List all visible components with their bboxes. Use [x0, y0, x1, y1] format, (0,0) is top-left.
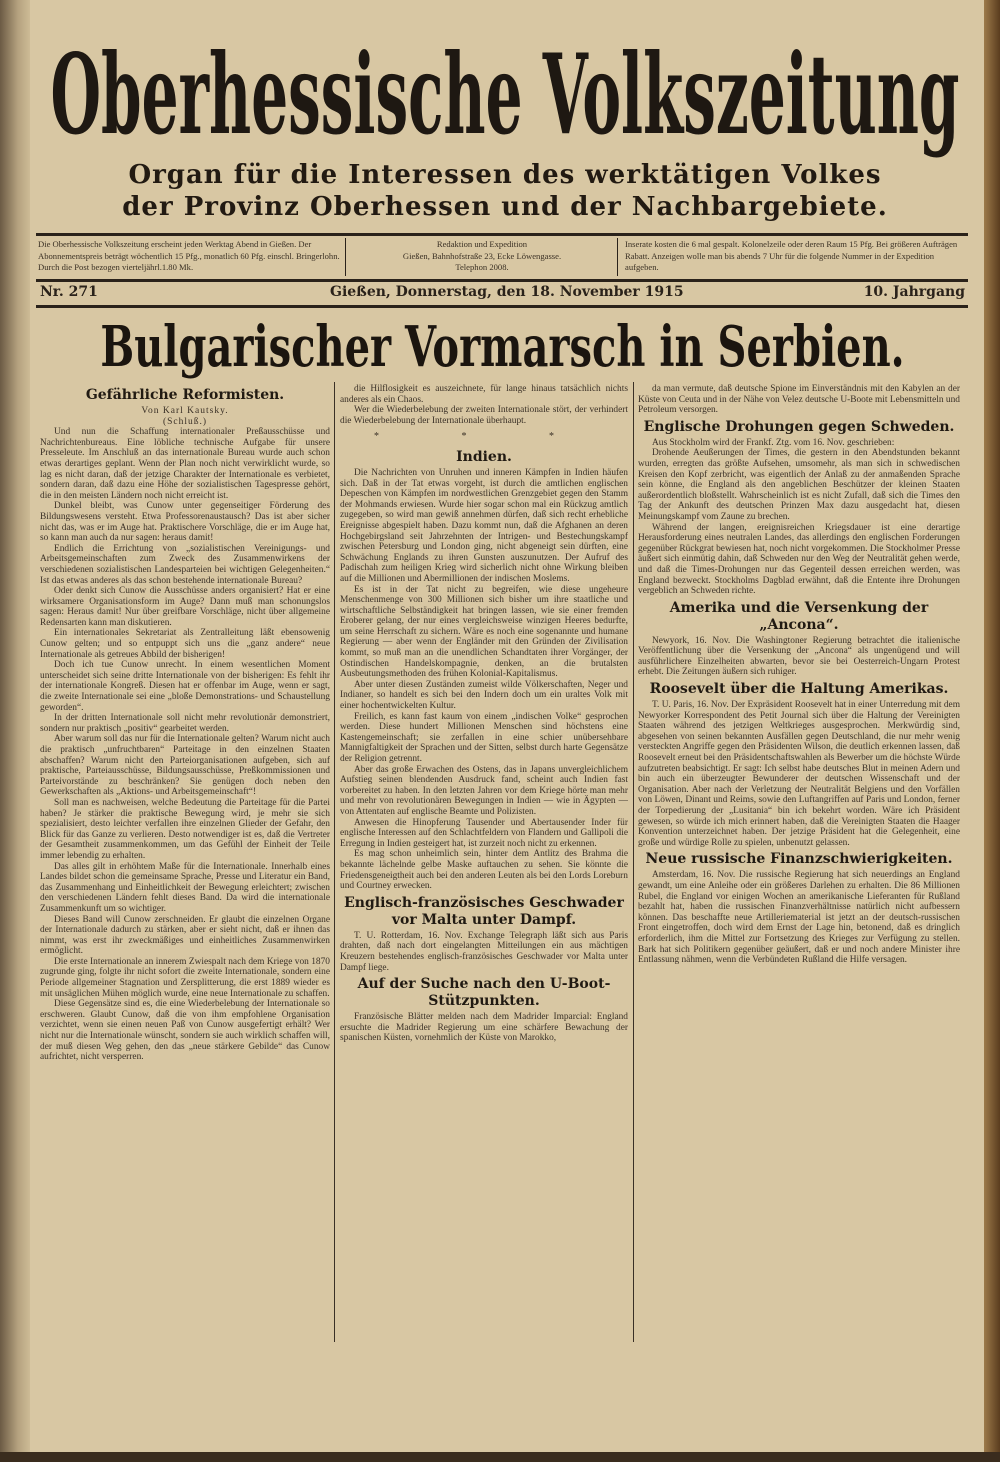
article-paragraph: Ein internationales Sekretariat als Zentralleitung läßt ebensowenig Cunow gelten; und so entpuppt sich uns die „ganz andere“ neue Internationale als getreues Abbild der bisherigen!	[40, 628, 330, 660]
newspaper-subtitle-2: der Provinz Oberhessen und der Nachbargebiete.	[122, 192, 888, 222]
article-paragraph: Aber das große Erwachen des Ostens, das in Japans unvergleichlichem Aufstieg seinen blendenden Ausdruck fand, scheint auch Indien fast vorbereitet zu haben. In den letzten Jahren vor dem Kriege hörte man mehr und mehr von revolutionären Bewegungen in Indien — wie in Ägypten — von Attentaten auf englische Beamte und Polizisten.	[340, 764, 628, 817]
article-heading: Englische Drohungen gegen Schweden.	[643, 418, 955, 435]
article-heading: Indien.	[456, 448, 512, 465]
continued-text: da man vermute, daß deutsche Spione im Einverständnis mit den Kabylen an der Küste von Ceuta und in der Nähe von Velez deutsche U-Boote mit Lebensmitteln und Petroleum versorgen.	[638, 384, 960, 416]
article-heading: Neue russische Finanzschwierigkeiten.	[645, 851, 953, 868]
article-byline: Von Karl Kautsky.	[141, 406, 229, 416]
article-paragraph: Es ist in der Tat nicht zu begreifen, wie diese ungeheure Menschenmenge von 300 Millionen sich bisher um ihre staatliche und wirtschaftliche Selbständigkeit hat bringen lassen, wie sie einer fremden Eroberer gelang, der nur eines vergleichsweise winzigen Heeres bedurfte, um seine Herrschaft zu sichern. Wäre es noch eine sogenannte und humane Regierung — aber wenn der Engländer mit den Gründen der Zivilisation kommt, so muß man an die unendlichen Schandtaten ihrer Vorgänger, der Ostindischen Handelskompagnie, denken, an die brutalsten Ausbeutungsmethoden des frühen Kolonial-Kapitalismus.	[340, 584, 628, 680]
article-body	[40, 427, 330, 1063]
binding-edge	[984, 0, 1000, 1462]
continued-text	[340, 384, 628, 426]
article-paragraph: Aber warum soll das nur für die Internationale gelten? Warum nicht auch die praktisch „unfruchtbaren“ Parteitage in den einzelnen Staaten abschaffen? Warum nicht den Parteiorganisationen aufgeben, sich auf praktische, Parteiausschüsse, Bildungsausschüsse, Preßkommissionen und Parteivorstände zu beschränken? Sie genügen doch neben den Gewerkschaften als „Aktions- und Arbeitsgemeinschaft“!	[40, 734, 330, 798]
article-paragraph: Freilich, es kann fast kaum von einem „indischen Volke“ gesprochen werden. Diese hundert Millionen Menschen sind höchstens eine Kastengemeinschaft; sie zerfallen in eine schier unübersehbare Mannigfaltigkeit der Sprachen und der Sitten, selbst durch harte Gegensätze der Religion getrennt.	[340, 711, 628, 764]
article-body	[340, 468, 628, 892]
article-paragraph: Die erste Internationale an innerem Zwiespalt nach dem Kriege von 1870 zugrunde ging, folgte ihr nicht sofort die zweite Internationale, sondern eine Periode allgemeiner Stagnation und Zersplitterung, die erst 1889 wieder es mit unsäglichen Mühen möglich wurde, eine neue Internationale zu schaffen.	[40, 956, 330, 999]
article-paragraph: Endlich die Errichtung von „sozialistischen Vereinigungs- und Arbeitsgemeinschaften zum Zweck des Zusammenwirkens der verschiedenen sozialistischen Landesparteien bei wichtigen Gelegenheiten.“ Ist das etwas anderes als das schon bestehende internationale Bureau?	[40, 543, 330, 586]
article-paragraph: Amsterdam, 16. Nov. Die russische Regierung hat sich neuerdings an England gewandt, um eine Anleihe oder ein größeres Darlehen zu erhalten. Die 86 Millionen Rubel, die England vor einigen Wochen an amerikanische Lieferanten für Rußland bezahlt hat, haben die russischen Finanzverhältnisse natürlich nicht aufbessern können. Das beschaffte neue Artilleriematerial ist jetzt an der deutsch-russischen Front eingetroffen, doch wird dem Ernst der Lage hin, betonend, daß es dringlich erforderlich, ihm die Mittel zur Fortsetzung des Krieges zur Verfügung zu stellen. Bark hat sich Politikern gegenüber geäußert, daß er und noch andere Minister ihre Entlassung nähmen, wenn die Verbündeten Rußland die Hilfe versagen.	[638, 870, 960, 966]
article-paragraph: Während der langen, ereignisreichen Kriegsdauer ist eine derartige Herausforderung eines neutralen Landes, das allerdings den englischen Forderungen gegenüber Rückgrat bewiesen hat, noch nicht vorgekommen. Die Stockholmer Presse äußert sich einmütig dahin, daß Schweden nur den Weg der Neutralität gehen werde, und daß die Times-Drohungen nur das Gegenteil dessen erreichen werden, was England bezweckt. Stockholms Dagblad erwähnt, daß die Entente ihre Drohungen vergeblich an Schweden richte.	[638, 522, 960, 597]
article-paragraph: Newyork, 16. Nov. Die Washingtoner Regierung betrachtet die italienische Veröffentlichung über die Versenkung der „Ancona“ als ungenügend und will ausführlichere Einzelheiten abwarten, bevor sie bei Oesterreich-Ungarn Protest erhebt. Die Zeitungen äußern sich ruhiger.	[638, 635, 960, 678]
newspaper-subtitle-1: Organ für die Interessen des werktätigen Volkes	[128, 160, 882, 190]
article-paragraph: Doch ich tue Cunow unrecht. In einem wesentlichen Moment unterscheidet sich seine dritte Internationale von der bisherigen: Es fehlt ihr der internationale Kongreß. Diesen hat er offenbar im Auge, wenn er sagt, die zweite Internationale sei eine „bloße Demonstrations- und Schaustellung geworden“.	[40, 660, 330, 713]
address-line-1: Redaktion und Expedition	[436, 239, 528, 249]
article-paragraph: Es mag schon unheimlich sein, hinter dem Antlitz des Brahma die bekannte lächelnde gelbe Maske auftauchen zu sehen. Sie könnte die Friedensgeneigtheit auch bei den anderen Leuten als bei den Lords Loreburn und Courtney erwecken.	[340, 849, 628, 892]
info-divider	[617, 238, 618, 276]
article-heading: Englisch-französisches Geschwader vor Malta unter Dampf.	[344, 894, 624, 928]
article-heading: Gefährliche Reformisten.	[85, 387, 285, 403]
info-divider	[345, 238, 346, 276]
article-paragraph: Dieses Band will Cunow zerschneiden. Er glaubt die einzelnen Organe der Internationale dadurch zu stärken, aber er sieht nicht, daß er ihnen das nimmt, was erst ihr zweckmäßiges und einheitliches Zusammenwirken ermöglicht.	[40, 914, 330, 957]
article-paragraph: Aus Stockholm wird der Frankf. Ztg. vom 16. Nov. geschrieben:	[652, 437, 895, 448]
article-paragraph: Oder denkt sich Cunow die Ausschüsse anders organisiert? Hat er eine wirksamere Organisationsform im Auge? Dann muß man schonungslos sagen: Heraus damit! Nur über greifbare Vorschläge, nicht über allgemeine Redensarten kann man diskutieren.	[40, 586, 330, 628]
article-paragraph: die Hilflosigkeit es auszeichnete, für lange hinaus tatsächlich nichts anderes als ein Chaos.	[340, 384, 628, 405]
article-paragraph: Das alles gilt in erhöhtem Maße für die Internationale. Innerhalb eines Landes bildet schon die gemeinsame Sprache, Presse und Literatur ein Band, das Zusammenhang und Einheitlichkeit der Bewegung erleichtert; zwischen den verschiedenen Ländern fehlt dieses Band. Da wird die internationale Zusammenkunft um so wichtiger.	[40, 861, 330, 914]
article-paragraph: In der dritten Internationale soll nicht mehr revolutionär demonstriert, sondern nur praktisch „positiv“ gearbeitet werden.	[40, 713, 330, 734]
issue-number: Nr. 271	[40, 284, 98, 300]
article-heading: Auf der Suche nach den U-Boot-Stützpunkten.	[357, 976, 611, 1010]
page-bottom-edge	[0, 1452, 1000, 1462]
article-body	[638, 438, 960, 597]
address-line-3: Telephon 2008.	[455, 262, 509, 272]
advertising-info: Inserate kosten die 6 mal gespalt. Kolonelzeile oder deren Raum 15 Pfg. Bei größeren Aufträgen Rabatt. Anzeigen wolle man bis abends 7 Uhr für die folgende Nummer in der Expedition aufgeben.	[625, 239, 958, 272]
article-heading: Amerika und die Versenkung der „Ancona“.	[669, 599, 929, 633]
column-3	[638, 384, 960, 1342]
subscription-info: Die Oberhessische Volkszeitung erscheint jeden Werktag Abend in Gießen. Der Abonnementspreis beträgt wöchentlich 15 Pfg., monatlich 60 Pfg. einschl. Bringerlohn. Durch die Post bezogen vierteljährl.1.80 Mk.	[38, 239, 340, 272]
article-continuation: (Schluß.)	[162, 416, 208, 427]
article-paragraph: Französische Blätter melden nach dem Madrider Imparcial: England ersuchte die Madrider Regierung um eine schärfere Bewachung der spanischen Küsten, vornehmlich der Küste von Marokko,	[340, 1012, 628, 1044]
article-paragraph: Wer die Wiederbelebung der zweiten Internationale stört, der verhindert die Wiederbelebung der Internationale überhaupt.	[340, 405, 628, 426]
article-paragraph: T. U. Paris, 16. Nov. Der Expräsident Roosevelt hat in einer Unterredung mit dem Newyorker Korrespondent des Petit Journal sich über die Haltung der Vereinigten Staaten während des jetzigen Weltkrieges ausgesprochen. Merkwürdig sind, abgesehen von seinen bekannten Ausfällen gegen Deutschland, die nur mehr wenig versteckten Angriffe gegen den Präsidenten Wilson, die deutlich erkennen lassen, daß Roosevelt erneut bei den Präsidentschaftswahlen als Bewerber um die höchste Würde aufzutreten beabsichtigt. Er sagt: Ich selbst habe deutsches Blut in meinen Adern und bin auch ein überzeugter Bewunderer der deutschen Wissenschaft und der Organisation. Aber nach der Verletzung der Neutralität Belgiens und den Vorfällen von Löwen, Dinant und Reims, sowie den Luftangriffen auf Paris und London, ferner der Torpedierung der „Lusitania“ bin ich bekehrt worden. Wäre ich Präsident gewesen, so würde ich mich erinnert haben, daß die Vereinigten Staaten die Haager Konvention unterzeichnet haben. Der jetzige Präsident hat die Gelegenheit, eine große und würdige Rolle zu spielen, unbenutzt gelassen.	[638, 700, 960, 848]
article-paragraph: Dunkel bleibt, was Cunow unter gegenseitiger Förderung des Bildungswesens versteht. Etwa Professorenaustausch? Das ist aber sicher nicht das, was er im Auge hat. Praktischere Vorschläge, die er im Auge hat, so kann man auch da nur sagen: heraus damit!	[40, 501, 330, 544]
rule-top	[36, 233, 968, 236]
dateline	[40, 284, 965, 301]
article-paragraph: Diese Gegensätze sind es, die eine Wiederbelebung der Internationale so erschweren. Glaubt Cunow, daß die von ihm empfohlene Organisation verzichtet, wenn sie einen neuen Paß von Cunow ausgefertigt erhält? Wer nicht nur die Internationale wünscht, sondern sie auch wirklich schaffen will, der muß diesen Weg gehen, den das „neue stärkere Gebilde“ das Cunow aufrichtet, nicht versperren.	[40, 999, 330, 1063]
article-paragraph: Anwesen die Hinopferung Tausender und Abertausender Inder für englische Interessen auf den Schlachtfeldern von Flandern und Gallipoli die Erregung in Indien gesteigert hat, ist zurzeit noch nicht zu erkennen.	[340, 817, 628, 849]
section-separator: * * *	[374, 431, 594, 443]
article-paragraph: T. U. Rotterdam, 16. Nov. Exchange Telegraph läßt sich aus Paris drahten, daß nach dort eingelangten Mitteilungen ein aus mächtigen Kreuzern bestehendes englisch-französisches Geschwader vor Malta unter Dampf liege.	[340, 930, 628, 973]
column-1	[40, 384, 330, 1342]
main-headline: Bulgarischer Vormarsch in Serbien.	[100, 314, 905, 381]
article-paragraph: Soll man es nachweisen, welche Bedeutung die Parteitage für die Partei haben? Je stärker die praktische Bewegung wird, je mehr sie sich spezialisiert, desto leichter verfallen ihre einzelnen Glieder der Gefahr, den Blick für das Ganze zu verlieren. Desto notwendiger ist es, daß die Vertreter der Gesamtheit zusammenkommen, um das Gefühl der Einheit der Teile immer lebendig zu erhalten.	[40, 797, 330, 861]
article-paragraph: Aber unter diesen Zuständen zumeist wilde Völkerschaften, Neger und Indianer, so handelt es sich bei den Indern doch um ein uraltes Volk mit einer hochentwickelten Kultur.	[340, 679, 628, 712]
place-date: Gießen, Donnerstag, den 18. November 1915	[330, 284, 684, 300]
article-heading: Roosevelt über die Haltung Amerikas.	[649, 681, 949, 698]
column-2	[340, 384, 628, 1342]
address-line-2: Gießen, Bahnhofstraße 23, Ecke Löwengasse.	[402, 250, 562, 261]
column-divider	[334, 382, 335, 1342]
newspaper-title: Oberhessische Volkszeitung	[50, 30, 960, 160]
article-paragraph: Und nun die Schaffung internationaler Preßausschüsse und Nachrichtenbureaus. Eine löbliche technische Aufgabe für unsere Presseleute. Im Anschluß an das internationale Bureau wurde auch schon etwas derartiges geplant. Wenn der Plan noch nicht verwirklicht wurde, so lag es nicht daran, daß der jetzige Charakter der Internationale es verbietet, sondern daran, daß dazu eine Höhe der sozialistischen Tagespresse gehört, die in den meisten Ländern noch nicht erreicht ist.	[40, 427, 330, 501]
volume-year: 10. Jahrgang	[863, 284, 965, 300]
editorial-address	[352, 239, 612, 277]
column-divider	[633, 382, 634, 1342]
adjacent-page-edge	[0, 0, 30, 1462]
article-paragraph: Die Nachrichten von Unruhen und inneren Kämpfen in Indien häufen sich. Daß in der Tat etwas vorgeht, ist durch die amtlichen englischen Depeschen von Kämpfen im nordwestlichen Grenzgebiet gegen den Stamm der Mohmands erwiesen. Wurde hier sogar schon mal ein Rückzug amtlich zugegeben, so wird man gewiß annehmen dürfen, daß sich recht erhebliche Ereignisse abgespielt haben. Dazu kommt nun, daß die Afghanen an deren Hochgebirgsland seit Jahrzehnten der Intrigen- und Bestechungskampf zwischen Petersburg und London ging, nicht abgeneigt sein dürften, eine Schwächung Englands zu ihren Gunsten auszunutzen. Der Aufruf des Padischah zum heiligen Krieg wird sicherlich nicht ohne Wirkung bleiben auf die Millionen und Abermillionen der indischen Moslems.	[340, 467, 628, 584]
article-paragraph: Drohende Aeußerungen der Times, die gestern in den Abendstunden bekannt wurden, erregten das größte Aufsehen, umsomehr, als man sich in schwedischen Kreisen den Kopf zerbricht, was eigentlich der Anlaß zu der anmaßenden Sprache sein könne, die England als den angeblichen Beschützer der kleinen Staaten außerordentlich bloßstellt. Wahrscheinlich ist es nicht Zufall, daß sich die Times den Tag der Ankunft des deutschen Prinzen Max dazu ausgedacht hat, diesen Meinungskampf vom Zaune zu brechen.	[638, 448, 960, 522]
rule-mid	[36, 279, 968, 282]
